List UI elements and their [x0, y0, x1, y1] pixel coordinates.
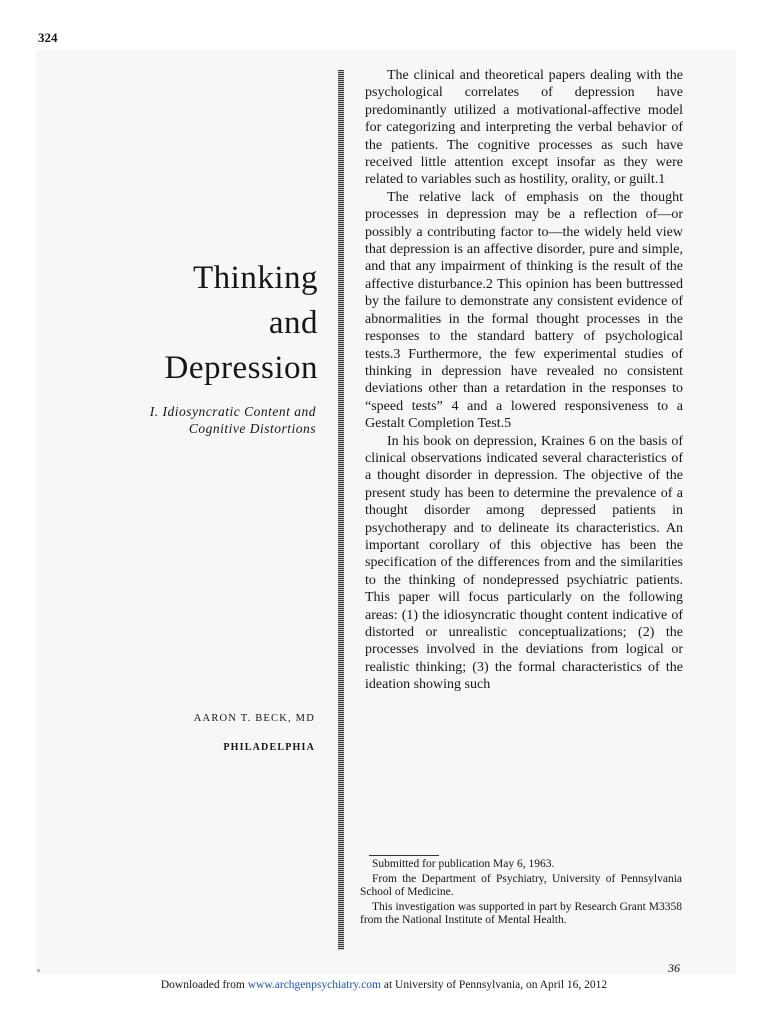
subtitle-line-2: Cognitive Distortions [188, 421, 316, 436]
author-name: AARON T. BECK, MD [193, 713, 315, 724]
footnote-department: From the Department of Psychiatry, University of Pennsylvania School of Medicine. [360, 872, 682, 898]
title-line-3: Depression [164, 350, 318, 386]
title-line-2: and [268, 305, 318, 341]
scan-mark [37, 969, 40, 972]
download-suffix: at University of Pennsylvania, on April 16, 2012 [381, 979, 608, 991]
title-line-1: Thinking [193, 260, 318, 296]
article-title [165, 256, 318, 391]
footnotes [360, 858, 682, 928]
download-link[interactable]: www.archgenpsychiatry.com [247, 979, 381, 991]
author-location: PHILADELPHIA [223, 742, 315, 753]
download-notice [0, 979, 768, 991]
footnote-submitted: Submitted for publication May 6, 1963. [372, 858, 555, 870]
body-paragraph: The clinical and theoretical papers dealing with the psychological correlates of depression have predominantly utilized a motivational-affective model for categorizing and interpreting the verbal behavior of the patients. The cognitive processes as such have received little attention except insofar as they were related to variables such as hostility, orality, or guilt.1 [365, 68, 683, 188]
subtitle-line-1: I. Idiosyncratic Content and [149, 404, 316, 419]
bottom-page-number: 36 [668, 961, 680, 975]
footnote-grant: This investigation was supported in part by Research Grant M3358 from the National Institute of Mental Health. [360, 900, 682, 926]
article-subtitle [86, 403, 316, 437]
page-number: 324 [38, 30, 58, 45]
body-paragraph: The relative lack of emphasis on the thought processes in depression may be a reflection of—or possibly a contributing factor to—the widely held view that depression is an affective disorder, pure and simple, and that any impairment of thinking is the result of the affective disturbance.2 This opinion has been buttressed by the failure to demonstrate any consistent evidence of abnormalities in the formal thought processes in the responses to the standard battery of psychological tests.3 Furthermore, the few experimental studies of thinking in depression have revealed no consistent deviations other than a retardation in the responses to “speed tests” 4 and a lowered responsiveness to a Gestalt Completion Test.5 [365, 189, 683, 432]
decorative-column-rule [338, 70, 344, 950]
footnote-divider [369, 855, 439, 856]
download-prefix: Downloaded from [160, 979, 248, 991]
body-paragraph: In his book on depression, Kraines 6 on the basis of clinical observations indicated several characteristics of a thought disorder in depression. The objective of the present study has been to determine the prevalence of a thought disorder among depressed patients in psychotherapy and to delineate its characteristics. An important corollary of this objective has been the specification of the differences from and the similarities to the thinking of nondepressed psychiatric patients. This paper will focus particularly on the following areas: (1) the idiosyncratic thought content indicative of distorted or unrealistic conceptualizations; (2) the processes involved in the deviations from logical or realistic thinking; (3) the formal characteristics of the ideation showing such [365, 433, 683, 693]
body-text [365, 67, 683, 694]
